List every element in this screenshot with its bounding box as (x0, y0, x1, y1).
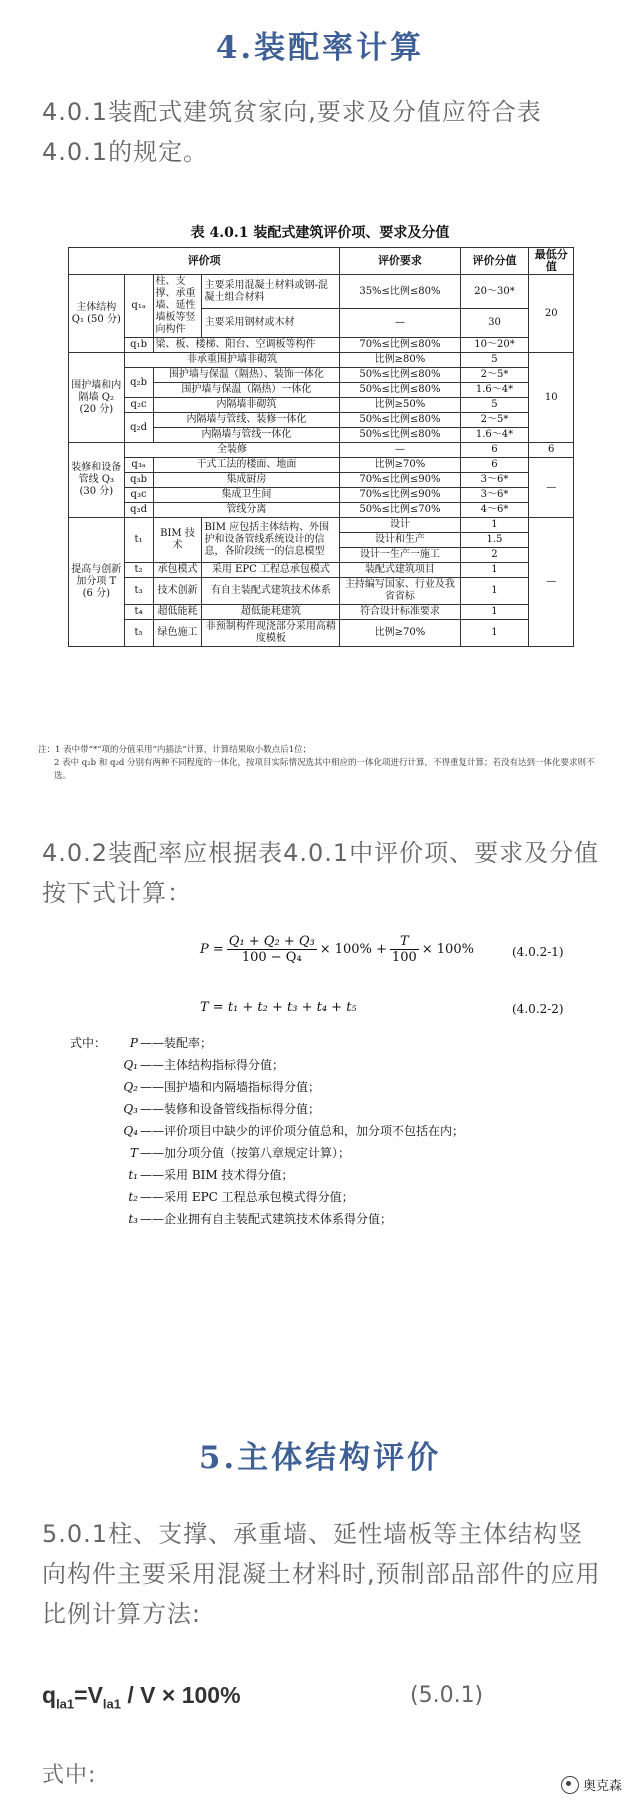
legend-symbol: Q₂ (123, 1080, 138, 1094)
legend-symbol: t₃ (128, 1212, 138, 1226)
legend-row (80, 1142, 464, 1164)
group-q3: 装修和设备管线 Q₃ (30 分) (69, 443, 125, 518)
code-q1b: q₁b (124, 338, 153, 353)
req-q2d-2: 50%≤比例≤80% (340, 428, 460, 443)
score-t4: 1 (460, 605, 529, 620)
item-q1b: 梁、板、楼梯、阳台、空调板等构件 (153, 338, 340, 353)
formula-v-sub: la1 (102, 1696, 121, 1712)
item-q2a: 非承重围护墙非砌筑 (124, 353, 340, 368)
code-q2c: q₂c (124, 398, 153, 413)
item-q2b-2: 围护墙与保温（隔热）一体化 (153, 383, 340, 398)
paragraph-4-0-2: 4.0.2装配率应根据表4.0.1中评价项、要求及分值按下式计算： (42, 839, 600, 907)
item-t3: 有自主装配式建筑技术体系 (202, 578, 340, 605)
req-t1-c: 设计一生产一施工 (340, 548, 460, 563)
legend-desc: ——采用 BIM 技术得分值； (140, 1168, 294, 1182)
item-q2d: 内隔墙与管线、装修一体化 (153, 413, 340, 428)
code-q3c: q₃c (124, 488, 153, 503)
item-q2c: 内隔墙非砌筑 (153, 398, 340, 413)
score-q1b: 10～20* (460, 338, 529, 353)
watermark-text: 奥克森 (582, 1779, 622, 1794)
score-q2a: 5 (460, 353, 529, 368)
legend-row (80, 1054, 464, 1076)
table-row (69, 518, 574, 533)
legend-symbol: P (129, 1036, 138, 1050)
legend-desc: ——采用 EPC 工程总承包模式得分值； (140, 1190, 354, 1204)
table-row (69, 578, 574, 605)
label-t5: 绿色施工 (153, 620, 202, 647)
formula-4-0-2-2: T = t₁ + t₂ + t₃ + t₄ + t₅ (200, 1000, 357, 1015)
legend-symbol: t₁ (128, 1168, 138, 1182)
formula-legend (80, 1032, 464, 1230)
where-label: 式中: (42, 1763, 97, 1788)
table-row (69, 368, 574, 383)
code-q3d: q₃d (124, 503, 153, 518)
legend-symbol: Q₃ (123, 1102, 138, 1116)
formula-5-0-1-eq-number: (5.0.1) (410, 1683, 484, 1708)
legend-desc: ——企业拥有自主装配式建筑技术体系得分值； (140, 1212, 393, 1226)
item-t4: 超低能耗建筑 (202, 605, 340, 620)
label-t3: 技术创新 (153, 578, 202, 605)
legend-row (80, 1098, 464, 1120)
item-t2: 采用 EPC 工程总承包模式 (202, 563, 340, 578)
formula1-fraction2 (390, 934, 419, 965)
header-requirement: 评价要求 (340, 248, 460, 275)
label-t4: 超低能耗 (153, 605, 202, 620)
legend-symbol: T (129, 1146, 138, 1160)
score-t3: 1 (460, 578, 529, 605)
table-row (69, 503, 574, 518)
table-row (69, 488, 574, 503)
req-t5: 比例≥70% (340, 620, 460, 647)
table-row (69, 413, 574, 428)
req-q3b: 70%≤比例≤90% (340, 473, 460, 488)
formula1-fraction (227, 934, 317, 965)
min-t: — (529, 518, 574, 647)
item-t1: BIM 应包括主体结构、外围护和设备管线系统设计的信息，各阶段统一的信息模型 (202, 518, 340, 563)
score-t2: 1 (460, 563, 529, 578)
section-heading-4: 4.装配率计算 (215, 30, 425, 66)
formula1-tail: × 100% (421, 942, 474, 957)
code-t4: t₄ (124, 605, 153, 620)
score-t1-c: 2 (460, 548, 529, 563)
legend-row (80, 1032, 464, 1054)
formula2-eq-number: (4.0.2-2) (512, 1002, 564, 1016)
code-q3b: q₃b (124, 473, 153, 488)
table-row (69, 620, 574, 647)
label-t1: BIM 技术 (153, 518, 202, 563)
table-caption: 表 4.0.1 装配式建筑评价项、要求及分值 (190, 225, 450, 241)
req-t3: 主持编写国家、行业及我省省标 (340, 578, 460, 605)
sub-q1a: 主要采用混凝土材料或钢-混凝土组合材料 (202, 275, 340, 309)
req-t1-a: 设计 (340, 518, 460, 533)
code-t1: t₁ (124, 518, 153, 563)
table-header-row (69, 248, 574, 275)
formula-5-0-1 (42, 1682, 241, 1712)
paragraph-4-0-1: 4.0.1装配式建筑贫家向,要求及分值应符合表4.0.1的规定。 (42, 98, 542, 166)
req-q2d: 50%≤比例≤80% (340, 413, 460, 428)
legend-row (80, 1186, 464, 1208)
score-q1a: 20～30* (460, 275, 529, 309)
legend-desc: ——加分项分值（按第八章规定计算）； (140, 1146, 351, 1160)
header-item: 评价项 (69, 248, 340, 275)
header-min-score: 最低分值 (529, 248, 574, 275)
formula1-denominator2: 100 (391, 950, 417, 965)
table-row (69, 443, 574, 458)
min-q3: — (529, 458, 574, 518)
table-row (69, 458, 574, 473)
req-q1a: 35%≤比例≤80% (340, 275, 460, 309)
req-q1b: 70%≤比例≤80% (340, 338, 460, 353)
min-q2: 10 (529, 353, 574, 443)
score-t1-a: 1 (460, 518, 529, 533)
legend-desc: ——围护墙和内隔墙指标得分值； (140, 1080, 321, 1094)
header-score: 评价分值 (460, 248, 529, 275)
code-q2b: q₂b (124, 368, 153, 398)
legend-symbol: t₂ (128, 1190, 138, 1204)
code-q3a: q₃ₐ (124, 458, 153, 473)
req-q1a-2: — (340, 309, 460, 338)
legend-desc: ——评价项目中缺少的评价项分值总和，加分项不包括在内； (140, 1124, 465, 1138)
item-q3d: 管线分离 (153, 503, 340, 518)
req-t2: 装配式建筑项目 (340, 563, 460, 578)
legend-row (80, 1164, 464, 1186)
score-q2b: 2～5* (460, 368, 529, 383)
formula-tail: / V × 100% (121, 1682, 241, 1708)
item-q2d-2: 内隔墙与管线一体化 (153, 428, 340, 443)
table-row (69, 338, 574, 353)
item-q1a: 柱、支撑、承重墙、延性墙板等竖向构件 (153, 275, 202, 338)
legend-intro: 式中： (70, 1036, 107, 1050)
item-q3b: 集成厨房 (153, 473, 340, 488)
table-note-1: 注：1 表中带“*”项的分值采用“内插法”计算，计算结果取小数点后1位； (38, 745, 312, 755)
item-q3a: 干式工法的楼面、地面 (153, 458, 340, 473)
formula-q-sub: la1 (56, 1696, 75, 1712)
legend-desc: ——装修和设备管线指标得分值； (140, 1102, 321, 1116)
min-q1: 20 (529, 275, 574, 353)
formula1-lhs: P = (200, 942, 224, 957)
req-q2a: 比例≥80% (340, 353, 460, 368)
formula1-numerator2: T (390, 934, 419, 950)
score-q2d: 2～5* (460, 413, 529, 428)
group-q2: 围护墙和内隔墙 Q₂ (20 分) (69, 353, 125, 443)
code-t2: t₂ (124, 563, 153, 578)
score-q1a-2: 30 (460, 309, 529, 338)
legend-symbol: Q₁ (123, 1058, 138, 1072)
formula1-denominator: 100 − Q₄ (241, 950, 302, 965)
req-q3-full: — (340, 443, 460, 458)
item-q3-full: 全装修 (124, 443, 340, 458)
req-q2c: 比例≥50% (340, 398, 460, 413)
item-q2b: 围护墙与保温（隔热）、装饰一体化 (153, 368, 340, 383)
req-q3a: 比例≥70% (340, 458, 460, 473)
evaluation-table (68, 247, 574, 647)
table-row (69, 398, 574, 413)
formula-q: q (42, 1682, 57, 1708)
label-t2: 承包模式 (153, 563, 202, 578)
section-heading-5: 5.主体结构评价 (198, 1440, 442, 1476)
req-q2b: 50%≤比例≤80% (340, 368, 460, 383)
req-q3c: 70%≤比例≤90% (340, 488, 460, 503)
code-q1a: q₁ₐ (124, 275, 153, 338)
group-q1: 主体结构 Q₁ (50 分) (69, 275, 125, 353)
score-q3c: 3～6* (460, 488, 529, 503)
req-t1-b: 设计和生产 (340, 533, 460, 548)
score-q3d: 4～6* (460, 503, 529, 518)
group-t: 提高与创新加分项 T (6 分) (69, 518, 125, 647)
req-t4: 符合设计标准要求 (340, 605, 460, 620)
formula1-eq-number: (4.0.2-1) (512, 945, 564, 959)
legend-row (80, 1076, 464, 1098)
req-q3d: 50%≤比例≤70% (340, 503, 460, 518)
paragraph-5-0-1: 5.0.1柱、支撑、承重墙、延性墙板等主体结构竖向构件主要采用混凝土材料时,预制部品部件的应用比例计算方法: (42, 1520, 601, 1628)
table-row (69, 353, 574, 368)
formula-v: =V (74, 1682, 103, 1708)
table-row (69, 605, 574, 620)
legend-desc: ——装配率； (140, 1036, 213, 1050)
table-note-2: 2 表中 q₂b 和 q₂d 分别有两种不同程度的一体化，按项目实际情况选其中相应的一体化项进行计算，不得重复计算；若没有达到一体化要求则不选。 (54, 758, 595, 781)
wechat-official-account-icon (561, 1776, 579, 1794)
req-q2b-2: 50%≤比例≤80% (340, 383, 460, 398)
table-row (69, 473, 574, 488)
score-t5: 1 (460, 620, 529, 647)
code-q2d: q₂d (124, 413, 153, 443)
legend-row (80, 1120, 464, 1142)
item-t5: 非预制构件现浇部分采用高精度模板 (202, 620, 340, 647)
score-q3b: 3～6* (460, 473, 529, 488)
sub-q1a-2: 主要采用钢材或木材 (202, 309, 340, 338)
legend-desc: ——主体结构指标得分值； (140, 1058, 285, 1072)
code-t3: t₃ (124, 578, 153, 605)
legend-symbol: Q₄ (123, 1124, 138, 1138)
score-q2d-2: 1.6～4* (460, 428, 529, 443)
score-t1-b: 1.5 (460, 533, 529, 548)
formula1-numerator: Q₁ + Q₂ + Q₃ (228, 934, 315, 949)
score-q3-full: 6 (460, 443, 529, 458)
item-q3c: 集成卫生间 (153, 488, 340, 503)
legend-row (80, 1208, 464, 1230)
formula1-mid: × 100% + (319, 942, 387, 957)
table-row (69, 563, 574, 578)
score-q3a: 6 (460, 458, 529, 473)
min-q3-full: 6 (529, 443, 574, 458)
score-q2b-2: 1.6～4* (460, 383, 529, 398)
score-q2c: 5 (460, 398, 529, 413)
table-row (69, 275, 574, 309)
formula-4-0-2-1 (200, 934, 474, 965)
code-t5: t₅ (124, 620, 153, 647)
watermark (561, 1775, 622, 1794)
table-notes (38, 744, 608, 783)
